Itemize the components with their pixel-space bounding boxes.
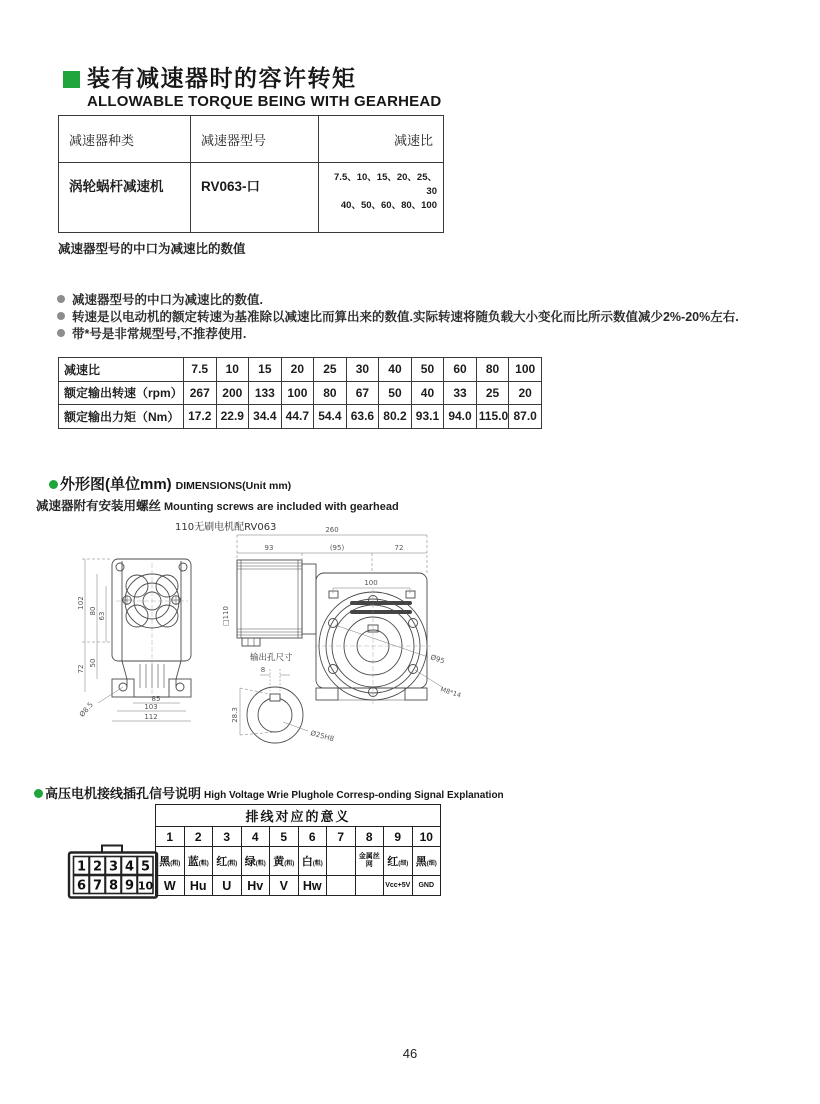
ratio-cell: 60 bbox=[444, 358, 477, 382]
wire-gauge: (粗) bbox=[170, 861, 181, 867]
pin-cell: 3 bbox=[213, 827, 242, 847]
ratio-cell: 50 bbox=[411, 358, 444, 382]
speed-cell: 20 bbox=[509, 381, 542, 405]
torque-cell: 94.0 bbox=[444, 405, 477, 429]
wire-color-cell bbox=[327, 847, 356, 876]
wire-color-cell bbox=[270, 847, 299, 876]
dim-label: 63 bbox=[98, 611, 106, 621]
dimensions-heading-en: DIMENSIONS(Unit mm) bbox=[175, 480, 292, 492]
dim-label: 112 bbox=[144, 713, 158, 721]
wiring-table bbox=[155, 804, 441, 896]
ratio-cell: 25 bbox=[314, 358, 347, 382]
ratio-cell: 100 bbox=[509, 358, 542, 382]
wire-gauge: (粗) bbox=[284, 861, 295, 867]
table-row bbox=[156, 805, 441, 827]
dim-label: 85 bbox=[151, 695, 161, 703]
wire-gauge: (粗) bbox=[255, 861, 266, 867]
torque-cell: 115.0 bbox=[476, 405, 509, 429]
row-label: 额定输出力矩（Nm） bbox=[59, 405, 184, 429]
dim-label: 72 bbox=[77, 664, 85, 674]
ratio-cell: 80 bbox=[476, 358, 509, 382]
dimensions-heading bbox=[49, 473, 291, 494]
dim-label: 100 bbox=[364, 579, 378, 587]
dim-label: Ø95 bbox=[429, 653, 446, 666]
pin-cell: 9 bbox=[384, 827, 413, 847]
table-row bbox=[59, 116, 444, 163]
dim-label: 50 bbox=[89, 658, 97, 668]
accent-square-icon bbox=[63, 71, 80, 88]
pin-cell: 7 bbox=[327, 827, 356, 847]
table-row bbox=[59, 381, 542, 405]
pin-cell: 10 bbox=[412, 827, 441, 847]
wire-color-cell bbox=[156, 847, 185, 876]
speed-cell: 25 bbox=[476, 381, 509, 405]
pin-cell: 4 bbox=[241, 827, 270, 847]
connector-pin: 2 bbox=[92, 859, 103, 875]
notes-list bbox=[57, 290, 739, 341]
shaft-detail-dim-labels bbox=[231, 666, 335, 743]
gearhead-model-cell: RV063-口 bbox=[191, 163, 319, 233]
pin-cell: 5 bbox=[270, 827, 299, 847]
signal-cell: Vcc+5V bbox=[384, 876, 413, 896]
speed-cell: 33 bbox=[444, 381, 477, 405]
dimensions-sub-en: Mounting screws are included with gearhead bbox=[164, 501, 399, 513]
wiring-heading-zh: 高压电机接线插孔信号说明 bbox=[45, 786, 202, 801]
shaft-detail bbox=[247, 687, 303, 743]
pin-cell: 6 bbox=[298, 827, 327, 847]
ratio-cell: 30 bbox=[346, 358, 379, 382]
table-note: 减速器型号的中口为减速比的数值 bbox=[58, 242, 246, 256]
page-title: 装有减速器时的容许转矩 bbox=[87, 65, 357, 91]
ratios-line-2: 40、50、60、80、100 bbox=[340, 199, 437, 211]
signal-cell: GND bbox=[412, 876, 441, 896]
row-label: 额定输出转速（rpm） bbox=[59, 381, 184, 405]
col-header-model: 减速器型号 bbox=[191, 116, 319, 163]
wire-color: 黑 bbox=[159, 856, 171, 868]
gearhead-type-cell: 涡轮蜗杆减速机 bbox=[59, 163, 191, 233]
connector-pin: 3 bbox=[108, 859, 119, 875]
torque-cell: 17.2 bbox=[184, 405, 217, 429]
dimensions-sub-zh: 减速器附有安装用螺丝 bbox=[36, 499, 162, 513]
wire-gauge: (细) bbox=[398, 861, 409, 867]
wire-gauge: (粗) bbox=[198, 861, 209, 867]
wire-color-cell bbox=[298, 847, 327, 876]
dim-label: 8 bbox=[260, 666, 266, 674]
connector-pin: 5 bbox=[140, 859, 151, 875]
table-row bbox=[156, 876, 441, 896]
green-dot-icon bbox=[49, 480, 58, 489]
wire-color-cell bbox=[213, 847, 242, 876]
gearhead-ratios-cell bbox=[319, 163, 444, 233]
signal-cell: Hw bbox=[298, 876, 327, 896]
ratios-line-1: 7.5、10、15、20、25、30 bbox=[334, 172, 437, 197]
row-label: 减速比 bbox=[59, 358, 184, 382]
torque-cell: 54.4 bbox=[314, 405, 347, 429]
wire-color: 白 bbox=[301, 856, 313, 868]
wire-color-cell bbox=[184, 847, 213, 876]
note-text: 减速器型号的中口为减速比的数值. bbox=[72, 292, 263, 307]
torque-cell: 22.9 bbox=[216, 405, 249, 429]
wire-color: 金属丝网 bbox=[358, 852, 380, 868]
signal-cell: U bbox=[213, 876, 242, 896]
note-item bbox=[57, 324, 739, 341]
torque-cell: 87.0 bbox=[509, 405, 542, 429]
connector-pin: 10 bbox=[137, 879, 154, 893]
bullet-icon bbox=[57, 312, 65, 320]
bullet-icon bbox=[57, 295, 65, 303]
torque-cell: 44.7 bbox=[281, 405, 314, 429]
speed-cell: 40 bbox=[411, 381, 444, 405]
ratio-cell: 7.5 bbox=[184, 358, 217, 382]
table-row bbox=[59, 405, 542, 429]
connector-pin: 4 bbox=[124, 859, 135, 875]
torque-cell: 80.2 bbox=[379, 405, 412, 429]
ratio-cell: 15 bbox=[249, 358, 282, 382]
wire-gauge: (粗) bbox=[227, 861, 238, 867]
note-item bbox=[57, 290, 739, 307]
signal-cell bbox=[327, 876, 356, 896]
dim-label: 103 bbox=[144, 703, 158, 711]
torque-cell: 93.1 bbox=[411, 405, 444, 429]
dim-label: Ø8.5 bbox=[78, 700, 95, 719]
page-number: 46 bbox=[402, 1046, 418, 1061]
speed-cell: 200 bbox=[216, 381, 249, 405]
gearhead-table bbox=[58, 115, 444, 233]
wire-color: 红 bbox=[216, 856, 228, 868]
technical-drawing bbox=[70, 511, 510, 751]
wiring-table-title: 排线对应的意义 bbox=[156, 805, 441, 827]
connector-pin: 9 bbox=[124, 878, 135, 894]
dim-label: M8*14 bbox=[439, 685, 463, 700]
dim-label: (95) bbox=[329, 544, 345, 552]
connector-diagram bbox=[66, 843, 160, 901]
drawing-title: 110无刷电机配RV063 bbox=[175, 522, 277, 533]
connector-pin: 8 bbox=[108, 878, 119, 894]
connector-pin: 7 bbox=[92, 878, 103, 894]
wire-color: 红 bbox=[387, 856, 399, 868]
note-text: 带*号是非常规型号,不推荐使用. bbox=[72, 326, 247, 341]
table-row bbox=[59, 163, 444, 233]
dim-label: 80 bbox=[89, 606, 97, 616]
wire-color: 黑 bbox=[415, 856, 427, 868]
wire-color: 蓝 bbox=[187, 856, 199, 868]
col-header-type: 减速器种类 bbox=[59, 116, 191, 163]
dim-label: 93 bbox=[264, 544, 274, 552]
wire-gauge: (粗) bbox=[312, 861, 323, 867]
wire-color: 绿 bbox=[244, 856, 256, 868]
speed-cell: 267 bbox=[184, 381, 217, 405]
wiring-heading bbox=[34, 783, 504, 802]
wire-color-cell bbox=[241, 847, 270, 876]
page-subtitle: ALLOWABLE TORQUE BEING WITH GEARHEAD bbox=[87, 93, 442, 110]
speed-cell: 100 bbox=[281, 381, 314, 405]
wire-color-cell bbox=[412, 847, 441, 876]
signal-cell: W bbox=[156, 876, 185, 896]
signal-cell bbox=[355, 876, 384, 896]
note-item bbox=[57, 307, 739, 324]
wire-color: 黄 bbox=[273, 856, 285, 868]
pin-cell: 1 bbox=[156, 827, 185, 847]
wire-gauge: (细) bbox=[426, 861, 437, 867]
dimensions-heading-zh: 外形图(单位mm) bbox=[60, 476, 172, 493]
speed-cell: 67 bbox=[346, 381, 379, 405]
dim-label: Ø25H8 bbox=[309, 729, 335, 744]
note-text: 转速是以电动机的额定转速为基准除以减速比而算出来的数值.实际转速将随负载大小变化而比所示数值减少2%-20%左右. bbox=[72, 309, 739, 324]
ratio-cell: 40 bbox=[379, 358, 412, 382]
ratio-cell: 10 bbox=[216, 358, 249, 382]
table-row bbox=[59, 358, 542, 382]
signal-cell: Hv bbox=[241, 876, 270, 896]
connector-pin: 1 bbox=[76, 859, 87, 875]
dim-label: 72 bbox=[394, 544, 404, 552]
green-dot-icon bbox=[34, 789, 43, 798]
speed-cell: 80 bbox=[314, 381, 347, 405]
torque-cell: 34.4 bbox=[249, 405, 282, 429]
wire-color-cell bbox=[384, 847, 413, 876]
dim-label: 102 bbox=[77, 596, 85, 610]
connector-pin: 6 bbox=[76, 878, 87, 894]
col-header-ratio: 减速比 bbox=[319, 116, 444, 163]
ratio-cell: 20 bbox=[281, 358, 314, 382]
bullet-icon bbox=[57, 329, 65, 337]
table-row bbox=[156, 827, 441, 847]
dim-label: 260 bbox=[325, 526, 339, 534]
pin-cell: 8 bbox=[355, 827, 384, 847]
wiring-heading-en: High Voltage Wrie Plughole Corresp-onding Signal Explanation bbox=[204, 790, 504, 801]
speed-cell: 133 bbox=[249, 381, 282, 405]
signal-cell: V bbox=[270, 876, 299, 896]
dim-label: □110 bbox=[222, 606, 230, 626]
pin-cell: 2 bbox=[184, 827, 213, 847]
wire-color-cell bbox=[355, 847, 384, 876]
shaft-detail-label: 输出孔尺寸 bbox=[250, 653, 293, 663]
dim-label: 28.3 bbox=[231, 707, 239, 723]
ratio-output-table bbox=[58, 357, 542, 429]
signal-cell: Hu bbox=[184, 876, 213, 896]
table-row bbox=[156, 847, 441, 876]
front-view bbox=[112, 559, 191, 699]
speed-cell: 50 bbox=[379, 381, 412, 405]
torque-cell: 63.6 bbox=[346, 405, 379, 429]
side-view bbox=[237, 560, 431, 704]
